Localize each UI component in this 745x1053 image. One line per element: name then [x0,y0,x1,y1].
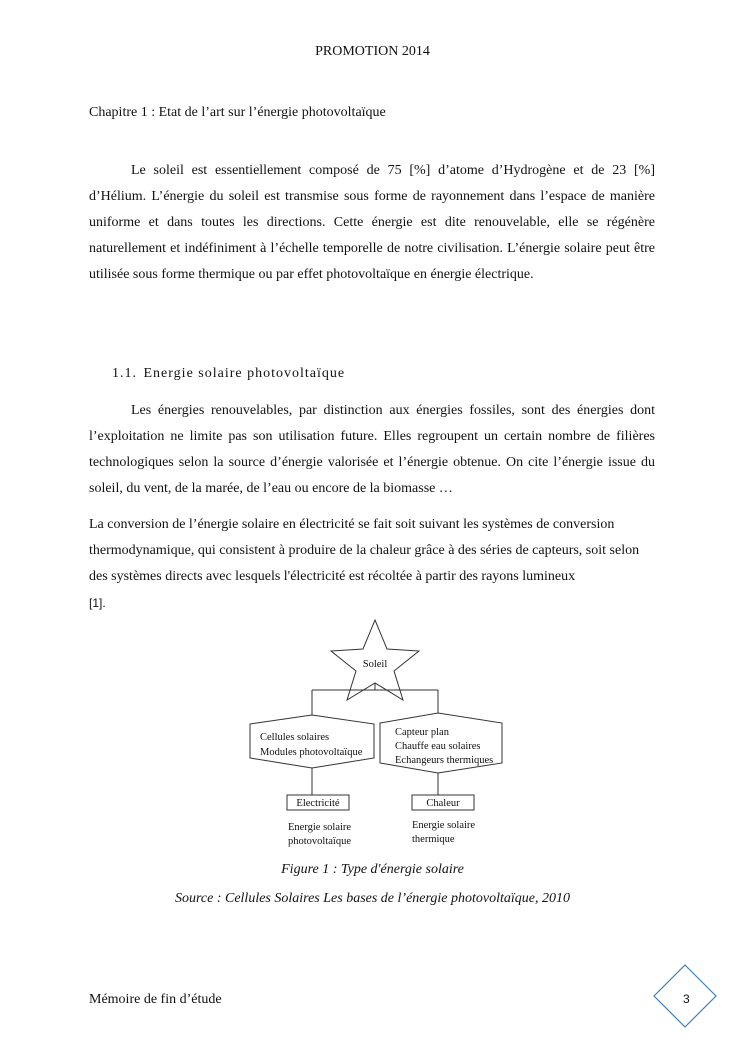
thermal-line-1: Capteur plan [395,727,449,738]
electricity-description-line-1: Energie solaire [288,822,352,833]
heat-description-line-2: thermique [412,834,455,845]
section-paragraph-1: Les énergies renouvelables, par distinction aux énergies fossiles, sont des énergies dont l’exploitation ne limite pas son utilisation future. Elles regroupent un certain nombre de filières technologiques selon la source d’énergie valorisée et l’énergie obtenue. On cite l’énergie issue du soleil, du vent, de la marée, de l’eau ou encore de la biomasse … [89,403,655,496]
electricity-output-label: Electricité [296,798,340,809]
thermal-line-2: Chauffe eau solaires [395,741,481,752]
diagram-root-label: Soleil [362,659,388,670]
section-title: Energie solaire photovoltaïque [143,366,346,381]
footer-text: Mémoire de fin d’étude [89,992,222,1007]
section-paragraph-2 [89,512,655,617]
section-number: 1.1. [112,366,137,381]
heat-description-line-1: Energie solaire [412,820,476,831]
chapter-title: Chapitre 1 : Etat de l’art sur l’énergie photovoltaïque [89,105,386,120]
electricity-description-line-2: photovoltaïque [288,836,351,847]
figure-caption: Figure 1 : Type d'énergie solaire [281,862,464,877]
solar-energy-diagram [240,618,510,856]
citation-reference: [1]. [89,596,106,610]
page-number: 3 [683,992,690,1006]
section-paragraph-2-text: La conversion de l’énergie solaire en électricité se fait soit suivant les systèmes de conversion thermodynamique, qui consistent à produire de la chaleur grâce à des séries de capteurs, soit selon des systèmes directs avec lesquels l'électricité est récoltée à partir des rayons lumineux [89,517,640,584]
heat-output-label: Chaleur [426,798,460,809]
intro-paragraph: Le soleil est essentiellement composé de 75 [%] d’atome d’Hydrogène et de 23 [%] d’Hélium. L’énergie du soleil est transmise sous forme de rayonnement dans l’espace de manière uniforme et dans toutes les directions. Cette énergie est dite renouvelable, elle se régénère naturellement et indéfiniment à l’échelle temporelle de notre civilisation. L’énergie solaire peut être utilisée sous forme thermique ou par effet photovoltaïque en énergie électrique. [89,163,655,282]
page-header: PROMOTION 2014 [315,44,430,59]
photovoltaic-line-2: Modules photovoltaïque [260,747,363,758]
section-heading [112,366,345,382]
thermal-line-3: Echangeurs thermiques [395,755,494,766]
photovoltaic-line-1: Cellules solaires [260,732,330,743]
figure-source: Source : Cellules Solaires Les bases de l’énergie photovoltaïque, 2010 [174,891,571,906]
